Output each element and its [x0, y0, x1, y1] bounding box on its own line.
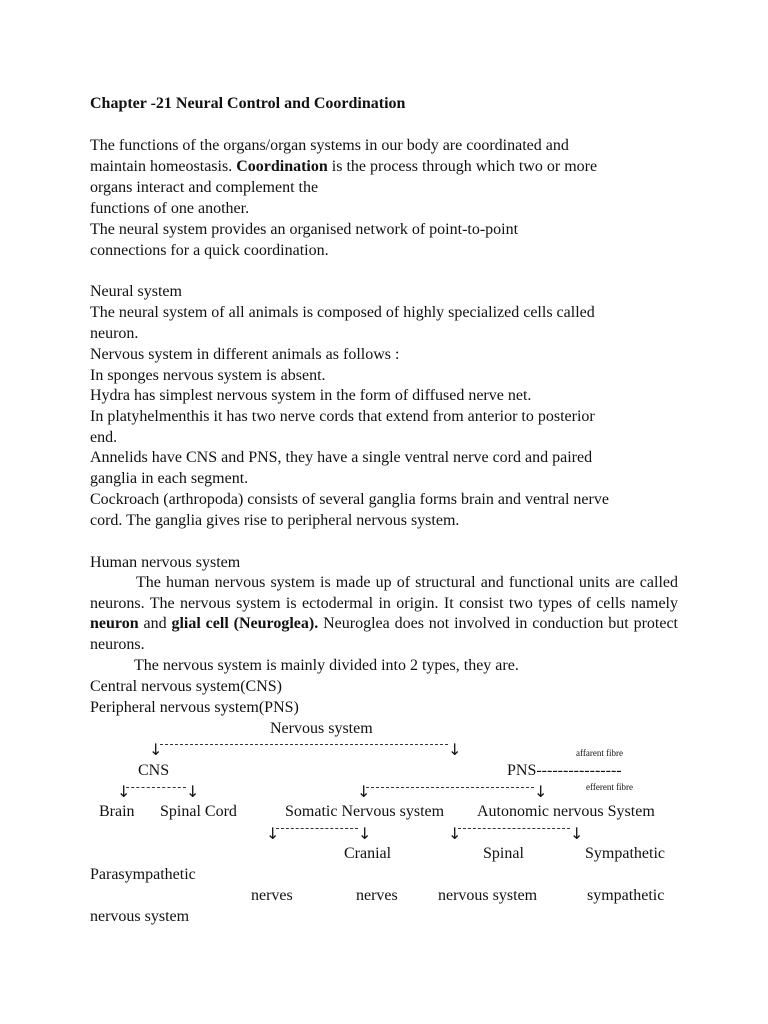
neural-line: end. — [90, 429, 118, 446]
connector-line — [126, 787, 186, 788]
pns-node: PNS---------------- — [507, 762, 622, 779]
cns-item: Central nervous system(CNS) — [90, 678, 282, 695]
arrow-down-icon: ↓ — [448, 740, 462, 759]
arrow-down-icon: ↓ — [570, 824, 584, 843]
parasympathetic-node: Parasympathetic — [90, 866, 196, 883]
intro-line-5: The neural system provides an organised network of point-to-point — [90, 221, 519, 238]
sympathetic-ns-label: nervous system — [438, 887, 538, 904]
connector-line — [276, 828, 358, 829]
neural-line: neuron. — [90, 325, 139, 342]
cns-node: CNS — [138, 762, 170, 779]
efferent-label: efferent fibre — [586, 782, 634, 792]
diagram-root: Nervous system — [270, 720, 373, 737]
neural-line: Hydra has simplest nervous system in the form of diffused nerve net. — [90, 387, 532, 404]
connector-line — [160, 744, 448, 745]
parasympathetic-label: sympathetic — [587, 887, 665, 904]
neural-line: Nervous system in different animals as follows : — [90, 346, 400, 363]
neural-system-heading: Neural system — [90, 283, 182, 300]
neural-line: The neural system of all animals is composed of highly specialized cells called — [90, 304, 595, 321]
spinal-node: Spinal — [483, 845, 524, 862]
connector-line — [366, 787, 534, 788]
autonomic-node: Autonomic nervous System — [477, 803, 655, 820]
arrow-down-icon: ↓ — [534, 782, 548, 801]
arrow-down-icon: ↓ — [358, 824, 372, 843]
parasympathetic-ns-label: nervous system — [90, 908, 190, 925]
somatic-node: Somatic Nervous system — [285, 803, 445, 820]
intro-line-2 — [90, 157, 597, 177]
connector-line — [458, 828, 570, 829]
sympathetic-node: Sympathetic — [585, 845, 665, 862]
arrow-down-icon: ↓ — [186, 782, 200, 801]
neural-line: Cockroach (arthropoda) consists of several ganglia forms brain and ventral nerve — [90, 491, 609, 508]
arrow-down-icon: ↓ — [266, 824, 280, 843]
human-nervous-heading: Human nervous system — [90, 554, 241, 571]
arrow-down-icon: ↓ — [117, 782, 131, 801]
brain-node: Brain — [99, 803, 135, 820]
spinal-cord-node: Spinal Cord — [160, 803, 237, 820]
neural-line: In platyhelmenthis it has two nerve cords that extend from anterior to posterior — [90, 408, 595, 425]
afferent-label: affarent fibre — [576, 748, 624, 758]
neural-line: cord. The ganglia gives rise to peripheral nervous system. — [90, 512, 460, 529]
neural-line: ganglia in each segment. — [90, 470, 249, 487]
pns-item: Peripheral nervous system(PNS) — [90, 699, 299, 716]
human-text: The human nervous system is made up of structural and functional units are called neurons. The nervous system is ectodermal in origin. It consist two types of cells namely — [90, 574, 678, 612]
coordination-term: Coordination — [236, 158, 328, 175]
page-title: Chapter -21 Neural Control and Coordination — [90, 95, 406, 112]
cranial-node: Cranial — [344, 845, 392, 862]
spinal-nerves-label: nerves — [356, 887, 398, 904]
intro-line-1: The functions of the organs/organ systems in our body are coordinated and — [90, 137, 569, 154]
cranial-nerves-label: nerves — [251, 887, 293, 904]
intro-line-6: connections for a quick coordination. — [90, 242, 329, 259]
neural-line: Annelids have CNS and PNS, they have a single ventral nerve cord and paired — [90, 449, 593, 466]
arrow-down-icon: ↓ — [357, 782, 371, 801]
glial-term: glial cell (Neuroglea). — [171, 615, 319, 633]
intro-text: maintain homeostasis. — [90, 158, 237, 175]
human-text: and — [138, 615, 172, 633]
human-text: Neuroglea does not involved in conduction but protect neurons. — [90, 615, 679, 654]
intro-line-4: functions of one another. — [90, 200, 250, 217]
types-intro: The nervous system is mainly divided into 2 types, they are. — [134, 657, 519, 674]
neural-line: In sponges nervous system is absent. — [90, 367, 326, 384]
arrow-down-icon: ↓ — [149, 740, 163, 759]
intro-line-3: organs interact and complement the — [90, 179, 319, 196]
neuron-term: neuron — [90, 615, 139, 633]
arrow-down-icon: ↓ — [448, 824, 462, 843]
human-paragraph — [90, 573, 678, 656]
intro-text: is the process through which two or more — [327, 158, 598, 175]
